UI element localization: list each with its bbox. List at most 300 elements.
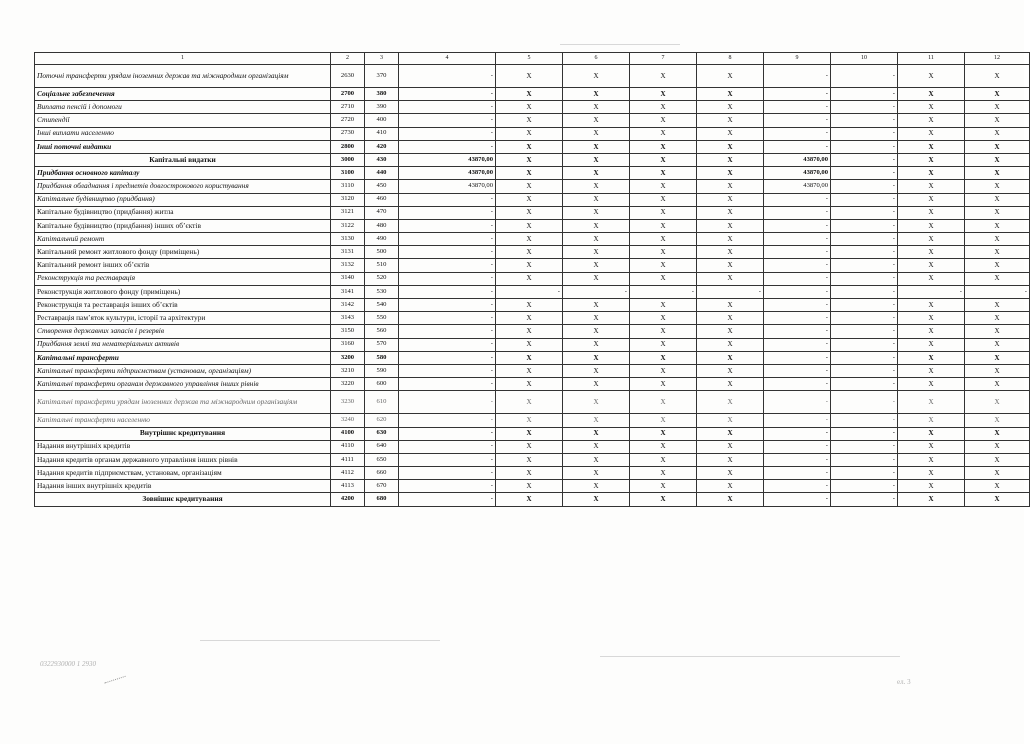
cell-c10: - (831, 480, 898, 493)
cell-c9: 43870,00 (764, 153, 831, 166)
table-row (35, 272, 1030, 285)
cell-c7: - (630, 285, 697, 298)
cell-c7: X (630, 427, 697, 440)
cell-c5: X (496, 338, 563, 351)
cell-c8: X (697, 440, 764, 453)
cell-c4: - (399, 414, 496, 427)
cell-c7: X (630, 153, 697, 166)
header-cell: 3 (365, 53, 399, 65)
cell-c6: X (563, 480, 630, 493)
row-name-cell: Поточні трансферти урядам іноземних держав та міжнародним організаціям (35, 65, 331, 88)
cell-c4: - (399, 453, 496, 466)
cell-line: 570 (365, 338, 399, 351)
cell-c10: - (831, 285, 898, 298)
cell-c5: X (496, 391, 563, 414)
cell-c6: X (563, 391, 630, 414)
cell-c4: - (399, 391, 496, 414)
cell-c12: X (965, 219, 1030, 232)
cell-c6: X (563, 180, 630, 193)
cell-c6: X (563, 65, 630, 88)
cell-c11: X (898, 88, 965, 101)
row-name-cell: Стипендії (35, 114, 331, 127)
cell-c4: - (399, 246, 496, 259)
cell-c4: - (399, 140, 496, 153)
cell-code: 4110 (331, 440, 365, 453)
cell-c6: X (563, 193, 630, 206)
cell-c12: X (965, 140, 1030, 153)
table-row (35, 364, 1030, 377)
cell-code: 3000 (331, 153, 365, 166)
cell-c12: X (965, 299, 1030, 312)
cell-c8: X (697, 219, 764, 232)
cell-c6: X (563, 338, 630, 351)
table-row (35, 285, 1030, 298)
cell-c6: X (563, 140, 630, 153)
cell-code: 2700 (331, 88, 365, 101)
table-row (35, 312, 1030, 325)
cell-c4: - (399, 65, 496, 88)
cell-c8: X (697, 480, 764, 493)
cell-c10: - (831, 272, 898, 285)
table-row (35, 299, 1030, 312)
cell-c6: X (563, 101, 630, 114)
cell-c7: X (630, 88, 697, 101)
cell-c10: - (831, 325, 898, 338)
table-row (35, 391, 1030, 414)
cell-c7: X (630, 193, 697, 206)
cell-code: 4112 (331, 467, 365, 480)
cell-c8: X (697, 299, 764, 312)
cell-c7: X (630, 206, 697, 219)
cell-c10: - (831, 246, 898, 259)
cell-code: 4200 (331, 493, 365, 506)
cell-c5: - (496, 285, 563, 298)
cell-c12: X (965, 233, 1030, 246)
table-row (35, 114, 1030, 127)
cell-code: 3200 (331, 351, 365, 364)
row-name-cell: Реконструкція та реставрація інших об’єктів (35, 299, 331, 312)
cell-c4: - (399, 272, 496, 285)
cell-c11: X (898, 153, 965, 166)
cell-c10: - (831, 206, 898, 219)
table-row (35, 259, 1030, 272)
cell-line: 590 (365, 364, 399, 377)
cell-c9: - (764, 338, 831, 351)
cell-c11: X (898, 493, 965, 506)
cell-c8: X (697, 378, 764, 391)
cell-code: 4113 (331, 480, 365, 493)
cell-c10: - (831, 127, 898, 140)
cell-c6: X (563, 272, 630, 285)
table-row (35, 414, 1030, 427)
cell-c11: X (898, 338, 965, 351)
cell-c6: X (563, 364, 630, 377)
row-name-cell: Капітальні трансферти населенню (35, 414, 331, 427)
cell-c11: X (898, 114, 965, 127)
cell-c7: X (630, 167, 697, 180)
table-row (35, 140, 1030, 153)
cell-line: 660 (365, 467, 399, 480)
cell-code: 3110 (331, 180, 365, 193)
cell-c4: - (399, 219, 496, 232)
cell-c10: - (831, 259, 898, 272)
cell-c10: - (831, 101, 898, 114)
cell-code: 2720 (331, 114, 365, 127)
cell-c12: X (965, 193, 1030, 206)
cell-c10: - (831, 312, 898, 325)
cell-c12: X (965, 127, 1030, 140)
table-row (35, 378, 1030, 391)
cell-c6: X (563, 312, 630, 325)
cell-c4: - (399, 467, 496, 480)
table-row (35, 246, 1030, 259)
cell-c9: - (764, 272, 831, 285)
cell-c7: X (630, 101, 697, 114)
cell-c7: X (630, 114, 697, 127)
cell-c11: X (898, 467, 965, 480)
cell-c11: X (898, 440, 965, 453)
cell-line: 440 (365, 167, 399, 180)
cell-c12: X (965, 325, 1030, 338)
cell-c5: X (496, 480, 563, 493)
page-number-footer: ел. 3 (897, 678, 911, 686)
row-name-cell: Надання кредитів органам державного управління інших рівнів (35, 453, 331, 466)
cell-line: 530 (365, 285, 399, 298)
cell-c11: X (898, 299, 965, 312)
cell-line: 630 (365, 427, 399, 440)
cell-c8: X (697, 453, 764, 466)
cell-code: 3121 (331, 206, 365, 219)
cell-c9: - (764, 88, 831, 101)
table-row (35, 233, 1030, 246)
cell-line: 550 (365, 312, 399, 325)
cell-code: 3230 (331, 391, 365, 414)
header-cell: 12 (965, 53, 1030, 65)
cell-c12: X (965, 88, 1030, 101)
cell-c11: X (898, 378, 965, 391)
cell-c6: X (563, 114, 630, 127)
cell-code: 3240 (331, 414, 365, 427)
cell-c6: X (563, 378, 630, 391)
row-name-cell: Зовнішнє кредитування (35, 493, 331, 506)
cell-line: 400 (365, 114, 399, 127)
table-row (35, 88, 1030, 101)
cell-c10: - (831, 427, 898, 440)
cell-c11: X (898, 101, 965, 114)
cell-c5: X (496, 246, 563, 259)
cell-c12: X (965, 378, 1030, 391)
cell-code: 2630 (331, 65, 365, 88)
cell-c10: - (831, 467, 898, 480)
cell-c5: X (496, 206, 563, 219)
row-name-cell: Надання внутрішніх кредитів (35, 440, 331, 453)
pen-mark (104, 676, 127, 689)
cell-c4: 43870,00 (399, 153, 496, 166)
cell-code: 3132 (331, 259, 365, 272)
cell-c10: - (831, 453, 898, 466)
cell-line: 500 (365, 246, 399, 259)
cell-c10: - (831, 378, 898, 391)
row-name-cell: Реставрація пам’яток культури, історії та архітектури (35, 312, 331, 325)
cell-c4: - (399, 285, 496, 298)
cell-c7: X (630, 364, 697, 377)
cell-c10: - (831, 153, 898, 166)
cell-c7: X (630, 246, 697, 259)
row-name-cell: Капітальні трансферти (35, 351, 331, 364)
row-name-cell: Надання інших внутрішніх кредитів (35, 480, 331, 493)
cell-line: 670 (365, 480, 399, 493)
cell-c5: X (496, 312, 563, 325)
table-row (35, 193, 1030, 206)
cell-line: 620 (365, 414, 399, 427)
cell-line: 490 (365, 233, 399, 246)
cell-c5: X (496, 351, 563, 364)
cell-c4: - (399, 338, 496, 351)
cell-c5: X (496, 467, 563, 480)
cell-c12: X (965, 440, 1030, 453)
cell-c8: X (697, 206, 764, 219)
table-row (35, 65, 1030, 88)
cell-c10: - (831, 299, 898, 312)
cell-c12: X (965, 114, 1030, 127)
cell-c11: X (898, 325, 965, 338)
cell-c8: X (697, 259, 764, 272)
cell-c9: - (764, 480, 831, 493)
cell-c11: X (898, 480, 965, 493)
cell-c12: X (965, 493, 1030, 506)
cell-c9: 43870,00 (764, 167, 831, 180)
cell-c10: - (831, 440, 898, 453)
cell-c7: X (630, 299, 697, 312)
cell-c9: - (764, 206, 831, 219)
cell-c9: - (764, 246, 831, 259)
header-cell: 10 (831, 53, 898, 65)
cell-line: 460 (365, 193, 399, 206)
cell-c11: X (898, 312, 965, 325)
cell-c8: X (697, 272, 764, 285)
cell-c11: X (898, 127, 965, 140)
cell-code: 3120 (331, 193, 365, 206)
cell-code: 3150 (331, 325, 365, 338)
cell-c4: 43870,00 (399, 180, 496, 193)
cell-c6: X (563, 453, 630, 466)
cell-c6: - (563, 285, 630, 298)
cell-line: 510 (365, 259, 399, 272)
header-cell: 8 (697, 53, 764, 65)
cell-c6: X (563, 127, 630, 140)
row-name-cell: Капітальне будівництво (придбання) (35, 193, 331, 206)
cell-c7: X (630, 440, 697, 453)
cell-c12: X (965, 206, 1030, 219)
cell-c12: X (965, 259, 1030, 272)
cell-c10: - (831, 364, 898, 377)
cell-c7: X (630, 493, 697, 506)
header-cell: 11 (898, 53, 965, 65)
cell-code: 2730 (331, 127, 365, 140)
cell-c12: X (965, 414, 1030, 427)
row-name-cell: Придбання землі та нематеріальних активів (35, 338, 331, 351)
cell-c9: - (764, 114, 831, 127)
cell-c7: X (630, 65, 697, 88)
cell-c8: X (697, 153, 764, 166)
cell-code: 4111 (331, 453, 365, 466)
cell-c5: X (496, 140, 563, 153)
cell-c11: X (898, 140, 965, 153)
cell-code: 3220 (331, 378, 365, 391)
cell-c4: - (399, 88, 496, 101)
cell-c10: - (831, 351, 898, 364)
cell-c7: X (630, 391, 697, 414)
cell-c7: X (630, 140, 697, 153)
row-name-cell: Внутрішнє кредитування (35, 427, 331, 440)
cell-c4: - (399, 259, 496, 272)
row-name-cell: Придбання обладнання і предметів довгострокового користування (35, 180, 331, 193)
scan-noise (560, 44, 680, 45)
cell-c11: X (898, 427, 965, 440)
cell-line: 380 (365, 88, 399, 101)
cell-line: 390 (365, 101, 399, 114)
budget-report-table (34, 52, 1030, 507)
form-code-footer: 0322930000 1 2930 (40, 660, 96, 668)
cell-c10: - (831, 338, 898, 351)
table-row (35, 167, 1030, 180)
cell-c9: - (764, 414, 831, 427)
cell-c10: - (831, 493, 898, 506)
row-name-cell: Придбання основного капіталу (35, 167, 331, 180)
cell-code: 3100 (331, 167, 365, 180)
table-row (35, 153, 1030, 166)
cell-c5: X (496, 180, 563, 193)
cell-c8: X (697, 391, 764, 414)
cell-c10: - (831, 219, 898, 232)
table-row (35, 351, 1030, 364)
cell-c11: X (898, 272, 965, 285)
cell-c10: - (831, 193, 898, 206)
cell-line: 480 (365, 219, 399, 232)
cell-c8: X (697, 88, 764, 101)
cell-c9: - (764, 391, 831, 414)
cell-c12: X (965, 167, 1030, 180)
cell-c10: - (831, 391, 898, 414)
cell-c10: - (831, 233, 898, 246)
cell-c7: X (630, 233, 697, 246)
cell-line: 410 (365, 127, 399, 140)
cell-c5: X (496, 88, 563, 101)
cell-c9: - (764, 193, 831, 206)
cell-c4: - (399, 299, 496, 312)
cell-c9: - (764, 467, 831, 480)
cell-c6: X (563, 153, 630, 166)
cell-code: 3142 (331, 299, 365, 312)
cell-c7: X (630, 312, 697, 325)
table-row (35, 480, 1030, 493)
scan-noise (200, 640, 440, 641)
cell-c4: - (399, 378, 496, 391)
cell-c11: X (898, 364, 965, 377)
cell-code: 2710 (331, 101, 365, 114)
header-cell: 6 (563, 53, 630, 65)
cell-c11: X (898, 414, 965, 427)
cell-c7: X (630, 272, 697, 285)
table-row (35, 427, 1030, 440)
cell-code: 3141 (331, 285, 365, 298)
cell-c12: X (965, 391, 1030, 414)
cell-code: 3131 (331, 246, 365, 259)
cell-c9: - (764, 427, 831, 440)
cell-c9: - (764, 101, 831, 114)
cell-c11: X (898, 219, 965, 232)
table-row (35, 180, 1030, 193)
table-row (35, 453, 1030, 466)
cell-c12: X (965, 65, 1030, 88)
cell-c4: - (399, 206, 496, 219)
row-name-cell: Реконструкція житлового фонду (приміщень) (35, 285, 331, 298)
cell-c11: X (898, 193, 965, 206)
cell-c4: - (399, 325, 496, 338)
cell-c4: 43870,00 (399, 167, 496, 180)
cell-c9: - (764, 440, 831, 453)
cell-c8: X (697, 467, 764, 480)
row-name-cell: Створення державних запасів і резервів (35, 325, 331, 338)
cell-c4: - (399, 440, 496, 453)
cell-c8: X (697, 114, 764, 127)
cell-c12: X (965, 467, 1030, 480)
cell-c9: - (764, 378, 831, 391)
cell-line: 610 (365, 391, 399, 414)
cell-c8: X (697, 325, 764, 338)
cell-c8: X (697, 427, 764, 440)
cell-code: 3140 (331, 272, 365, 285)
cell-c4: - (399, 233, 496, 246)
cell-c7: X (630, 259, 697, 272)
cell-c9: - (764, 453, 831, 466)
cell-c11: X (898, 65, 965, 88)
cell-c12: X (965, 153, 1030, 166)
cell-c11: X (898, 259, 965, 272)
cell-c9: - (764, 364, 831, 377)
cell-c12: X (965, 364, 1030, 377)
cell-c7: X (630, 378, 697, 391)
cell-c6: X (563, 233, 630, 246)
cell-c8: X (697, 312, 764, 325)
cell-c7: X (630, 453, 697, 466)
header-cell: 4 (399, 53, 496, 65)
cell-c11: X (898, 453, 965, 466)
cell-c6: X (563, 219, 630, 232)
cell-c10: - (831, 414, 898, 427)
cell-line: 540 (365, 299, 399, 312)
cell-c8: X (697, 364, 764, 377)
cell-c11: X (898, 167, 965, 180)
cell-line: 370 (365, 65, 399, 88)
cell-c7: X (630, 351, 697, 364)
table-row (35, 467, 1030, 480)
row-name-cell: Капітальний ремонт (35, 233, 331, 246)
row-name-cell: Капітальні трансферти органам державного управління інших рівнів (35, 378, 331, 391)
cell-c8: X (697, 167, 764, 180)
cell-c12: X (965, 480, 1030, 493)
cell-line: 600 (365, 378, 399, 391)
cell-line: 450 (365, 180, 399, 193)
cell-c10: - (831, 167, 898, 180)
cell-c6: X (563, 325, 630, 338)
row-name-cell: Капітальний ремонт житлового фонду (приміщень) (35, 246, 331, 259)
cell-code: 3210 (331, 364, 365, 377)
cell-c8: X (697, 351, 764, 364)
cell-c6: X (563, 467, 630, 480)
cell-c5: X (496, 167, 563, 180)
cell-c8: X (697, 140, 764, 153)
